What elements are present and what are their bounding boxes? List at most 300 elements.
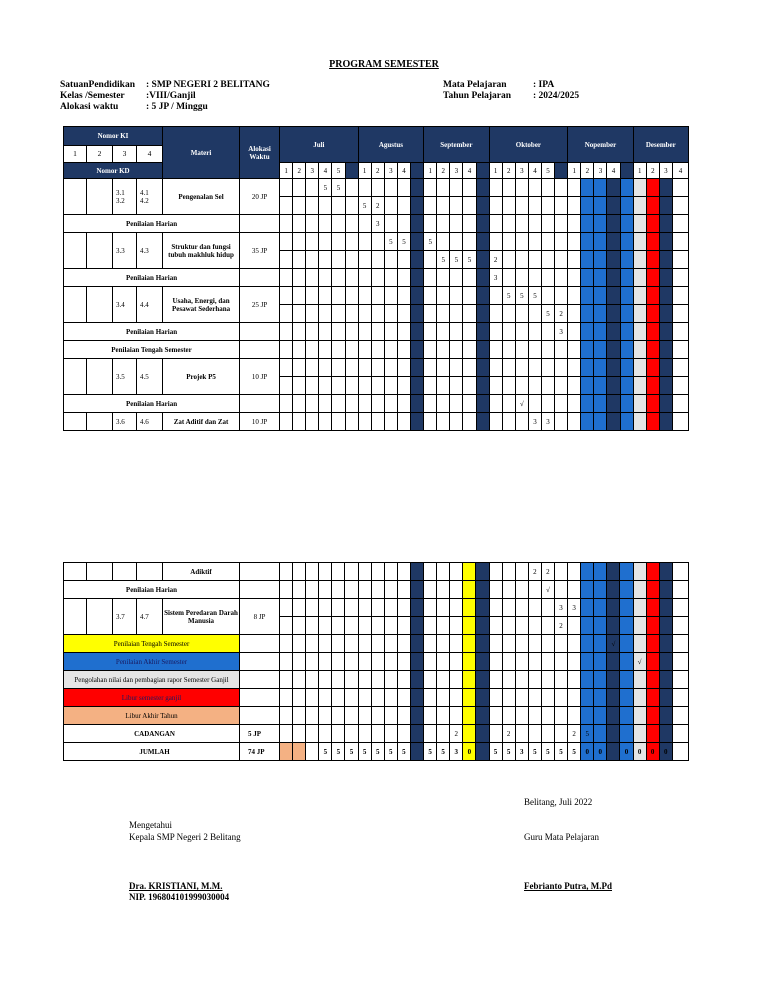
materi-cell: Zat Aditif dan Zat (163, 413, 240, 431)
week-cell (581, 251, 594, 269)
week-cell (306, 707, 319, 725)
week-cell (306, 689, 319, 707)
week-cell (528, 215, 541, 233)
legend-label: Penilaian Tengah Semester (64, 635, 240, 653)
week-cell (463, 707, 476, 725)
week-cell (555, 233, 568, 251)
week-cell (594, 689, 607, 707)
ki-cell (87, 563, 113, 581)
week-cell (646, 653, 659, 671)
week-cell (659, 269, 672, 287)
week-cell (646, 269, 659, 287)
week-cell (515, 305, 528, 323)
week-cell (306, 725, 319, 743)
week-cell (332, 359, 345, 377)
week-cell (528, 689, 541, 707)
week-cell (411, 269, 424, 287)
week-cell (476, 671, 489, 689)
week-cell (515, 215, 528, 233)
week-cell (568, 359, 581, 377)
week-cell: 2 (489, 251, 502, 269)
week-cell (384, 305, 397, 323)
ki-number: 2 (87, 146, 113, 163)
week-cell (528, 581, 541, 599)
total-cell: 5 (568, 743, 581, 761)
separator-cell (555, 163, 568, 179)
ki-cell (64, 233, 87, 269)
week-cell (424, 689, 437, 707)
week-cell (528, 599, 541, 617)
week-cell (489, 215, 502, 233)
kd4-cell: 4.7 (137, 599, 163, 635)
week-cell: 3 (555, 323, 568, 341)
week-cell (345, 197, 358, 215)
week-cell (345, 563, 358, 581)
week-cell (555, 197, 568, 215)
total-cell: 5 (541, 743, 554, 761)
week-cell (502, 179, 515, 197)
kd4-cell (137, 563, 163, 581)
week-cell (502, 359, 515, 377)
week-cell (424, 341, 437, 359)
week-number: 2 (646, 163, 659, 179)
week-cell (646, 707, 659, 725)
week-cell (332, 617, 345, 635)
week-cell (437, 635, 450, 653)
week-cell: 2 (568, 725, 581, 743)
week-cell (306, 233, 319, 251)
week-cell (607, 251, 620, 269)
week-cell (541, 689, 554, 707)
ket-cell (672, 323, 688, 341)
week-cell (358, 251, 371, 269)
week-cell (502, 233, 515, 251)
week-cell (397, 635, 410, 653)
week-cell (345, 581, 358, 599)
week-cell (568, 323, 581, 341)
week-cell (293, 653, 306, 671)
week-cell (280, 197, 293, 215)
week-cell (502, 581, 515, 599)
week-cell (358, 341, 371, 359)
week-cell (541, 323, 554, 341)
week-cell (633, 581, 646, 599)
week-cell (397, 305, 410, 323)
week-cell (306, 617, 319, 635)
week-cell (541, 233, 554, 251)
week-cell (424, 359, 437, 377)
week-cell (620, 197, 633, 215)
week-cell (293, 287, 306, 305)
week-cell (306, 653, 319, 671)
week-cell (450, 413, 463, 431)
week-cell (463, 269, 476, 287)
week-cell (280, 305, 293, 323)
week-cell (397, 599, 410, 617)
week-cell (293, 197, 306, 215)
materi-cell: Sistem Peredaran Darah Manusia (163, 599, 240, 635)
week-cell (476, 617, 489, 635)
week-cell (476, 563, 489, 581)
week-cell (489, 179, 502, 197)
alokasi-cell: 8 JP (240, 599, 280, 635)
info-left (60, 80, 270, 113)
week-cell (463, 341, 476, 359)
week-cell (659, 707, 672, 725)
alokasi-cell: 10 JP (240, 413, 280, 431)
week-cell (607, 617, 620, 635)
alokasi-cell (240, 707, 280, 725)
week-cell (463, 215, 476, 233)
week-cell (332, 689, 345, 707)
week-cell (424, 197, 437, 215)
week-cell (646, 233, 659, 251)
alokasi-cell (240, 215, 280, 233)
week-number: 2 (371, 163, 384, 179)
week-cell (319, 287, 332, 305)
week-cell (437, 725, 450, 743)
week-cell: 3 (554, 599, 567, 617)
week-cell (280, 689, 293, 707)
week-cell (515, 653, 528, 671)
week-cell (659, 197, 672, 215)
total-cell: 5 (371, 743, 384, 761)
week-cell (646, 413, 659, 431)
week-cell (293, 233, 306, 251)
week-cell (633, 617, 646, 635)
week-cell (476, 653, 489, 671)
week-cell (450, 617, 463, 635)
week-cell (489, 617, 502, 635)
week-number: 4 (528, 163, 541, 179)
week-cell (437, 395, 450, 413)
week-cell (646, 341, 659, 359)
week-cell: 5 (424, 233, 437, 251)
total-cell (607, 743, 620, 761)
week-cell (280, 671, 293, 689)
week-cell (633, 341, 646, 359)
week-cell (502, 341, 515, 359)
week-cell (568, 287, 581, 305)
week-cell (450, 653, 463, 671)
week-cell (384, 341, 397, 359)
assessment-label: Penilaian Harian (64, 395, 240, 413)
week-cell (633, 377, 646, 395)
week-cell (476, 413, 489, 431)
teacher-name: Febrianto Putra, M.Pd (524, 881, 612, 891)
week-cell (620, 377, 633, 395)
week-cell (463, 617, 476, 635)
week-cell (358, 563, 371, 581)
week-cell (555, 395, 568, 413)
week-cell (581, 197, 594, 215)
week-cell (319, 377, 332, 395)
ket-cell (672, 635, 688, 653)
week-cell (450, 215, 463, 233)
week-cell (424, 653, 437, 671)
week-cell (633, 233, 646, 251)
week-cell (594, 581, 607, 599)
week-cell (594, 671, 607, 689)
week-cell (620, 617, 633, 635)
week-cell (594, 653, 607, 671)
alokasi-cell (240, 323, 280, 341)
week-cell (581, 395, 594, 413)
separator-cell (476, 163, 489, 179)
week-cell (620, 341, 633, 359)
week-cell (424, 563, 437, 581)
week-cell (528, 197, 541, 215)
week-cell (476, 305, 489, 323)
alokasi-cell (240, 581, 280, 599)
week-cell (489, 599, 502, 617)
week-cell (411, 179, 424, 197)
week-cell (358, 179, 371, 197)
week-cell (410, 707, 423, 725)
week-cell (345, 305, 358, 323)
week-cell (280, 215, 293, 233)
week-cell (541, 251, 554, 269)
week-cell (437, 563, 450, 581)
week-cell (633, 689, 646, 707)
kd4-cell: 4.3 (137, 233, 163, 269)
week-cell (384, 617, 397, 635)
week-cell (332, 599, 345, 617)
week-cell (463, 197, 476, 215)
week-cell (437, 233, 450, 251)
week-cell (633, 287, 646, 305)
week-cell (463, 653, 476, 671)
week-cell (293, 635, 306, 653)
week-cell (633, 635, 646, 653)
week-cell (568, 617, 581, 635)
week-cell (450, 323, 463, 341)
week-cell (437, 671, 450, 689)
total-cell: 5 (345, 743, 358, 761)
week-cell (345, 341, 358, 359)
week-cell (319, 671, 332, 689)
week-cell (280, 341, 293, 359)
week-cell (607, 233, 620, 251)
week-cell (306, 251, 319, 269)
week-cell (332, 323, 345, 341)
week-cell (568, 233, 581, 251)
week-cell (280, 581, 293, 599)
ket-cell (672, 215, 688, 233)
week-cell (397, 413, 410, 431)
week-cell (476, 269, 489, 287)
jumlah-label: JUMLAH (64, 743, 240, 761)
week-cell (489, 725, 502, 743)
week-cell (358, 671, 371, 689)
alokasi-cell (240, 689, 280, 707)
week-cell (293, 359, 306, 377)
week-cell (319, 215, 332, 233)
week-cell (424, 179, 437, 197)
week-cell (515, 671, 528, 689)
week-cell (568, 251, 581, 269)
week-cell (568, 377, 581, 395)
week-cell (607, 725, 620, 743)
week-cell (450, 305, 463, 323)
week-cell: 5 (319, 179, 332, 197)
week-number: 4 (607, 163, 620, 179)
week-cell (581, 635, 594, 653)
week-cell (607, 581, 620, 599)
week-cell (502, 377, 515, 395)
week-cell (554, 581, 567, 599)
week-cell (293, 215, 306, 233)
week-cell (319, 197, 332, 215)
week-cell (555, 377, 568, 395)
week-cell (581, 269, 594, 287)
week-cell (502, 563, 515, 581)
week-cell (659, 179, 672, 197)
week-cell (332, 305, 345, 323)
week-number: 1 (358, 163, 371, 179)
week-cell (437, 287, 450, 305)
week-cell (502, 707, 515, 725)
ki-number: 3 (113, 146, 137, 163)
week-cell (633, 395, 646, 413)
alokasi-cell (240, 563, 280, 581)
week-cell (384, 599, 397, 617)
week-cell (345, 707, 358, 725)
week-cell (371, 635, 384, 653)
week-number: 2 (581, 163, 594, 179)
week-cell (384, 251, 397, 269)
week-cell (594, 215, 607, 233)
week-cell (528, 179, 541, 197)
materi-cell: Struktur dan fungsi tubuh makhluk hidup (163, 233, 240, 269)
week-cell (384, 413, 397, 431)
week-cell (371, 725, 384, 743)
week-cell (515, 359, 528, 377)
week-cell (371, 341, 384, 359)
week-cell (280, 287, 293, 305)
week-cell (633, 413, 646, 431)
week-cell (306, 305, 319, 323)
total-cell: 0 (659, 743, 672, 761)
week-cell (280, 563, 293, 581)
week-cell (384, 653, 397, 671)
week-number: 4 (463, 163, 476, 179)
info-label: Tahun Pelajaran (443, 91, 512, 101)
week-cell (463, 179, 476, 197)
week-cell (280, 413, 293, 431)
week-cell (607, 707, 620, 725)
week-cell (594, 395, 607, 413)
week-cell (646, 251, 659, 269)
week-cell (371, 287, 384, 305)
week-cell (594, 599, 607, 617)
jumlah-alokasi: 74 JP (240, 743, 280, 761)
ket-cell (672, 305, 688, 323)
week-cell (659, 689, 672, 707)
week-cell (476, 251, 489, 269)
week-cell (345, 359, 358, 377)
nomor-kd-header: Nomor KD (64, 163, 163, 179)
week-cell (424, 599, 437, 617)
week-cell (345, 689, 358, 707)
week-cell (528, 395, 541, 413)
week-cell (437, 377, 450, 395)
week-cell (581, 377, 594, 395)
ket-cell (672, 725, 688, 743)
assessment-label: Penilaian Harian (64, 215, 240, 233)
assessment-label: Penilaian Harian (64, 323, 240, 341)
week-cell (476, 599, 489, 617)
week-cell (345, 671, 358, 689)
week-cell (411, 233, 424, 251)
info-value: :VIII/Ganjil (146, 91, 196, 101)
week-cell (345, 269, 358, 287)
week-cell (293, 305, 306, 323)
week-cell (607, 287, 620, 305)
week-cell (293, 563, 306, 581)
week-cell (319, 635, 332, 653)
week-cell (646, 563, 659, 581)
week-cell (332, 377, 345, 395)
week-cell (319, 689, 332, 707)
week-cell (319, 707, 332, 725)
week-cell (555, 269, 568, 287)
week-cell (554, 563, 567, 581)
week-cell (541, 653, 554, 671)
week-cell (437, 197, 450, 215)
week-cell (594, 251, 607, 269)
week-cell (410, 671, 423, 689)
week-cell (620, 581, 633, 599)
week-cell (371, 671, 384, 689)
week-cell: 5 (397, 233, 410, 251)
week-cell (345, 395, 358, 413)
week-cell (384, 359, 397, 377)
week-cell (450, 635, 463, 653)
week-cell (371, 359, 384, 377)
week-cell: 5 (502, 287, 515, 305)
total-cell (476, 743, 489, 761)
week-cell (659, 635, 672, 653)
week-cell (345, 251, 358, 269)
week-cell (411, 197, 424, 215)
week-cell (397, 581, 410, 599)
week-cell (646, 599, 659, 617)
week-cell (620, 413, 633, 431)
month-header: Agustus (358, 127, 424, 163)
week-number: 2 (502, 163, 515, 179)
ket-cell (672, 395, 688, 413)
week-cell (554, 635, 567, 653)
week-cell (568, 395, 581, 413)
week-cell (410, 725, 423, 743)
week-cell (332, 215, 345, 233)
week-cell (358, 689, 371, 707)
week-cell (541, 287, 554, 305)
week-cell (345, 215, 358, 233)
week-cell (555, 287, 568, 305)
week-cell (332, 725, 345, 743)
cadangan-alokasi: 5 JP (240, 725, 280, 743)
week-number: 1 (568, 163, 581, 179)
week-cell (502, 197, 515, 215)
week-cell (293, 413, 306, 431)
ket-cell (672, 617, 688, 635)
week-cell (607, 671, 620, 689)
cadangan-label: CADANGAN (64, 725, 240, 743)
week-cell (410, 689, 423, 707)
week-cell (332, 707, 345, 725)
